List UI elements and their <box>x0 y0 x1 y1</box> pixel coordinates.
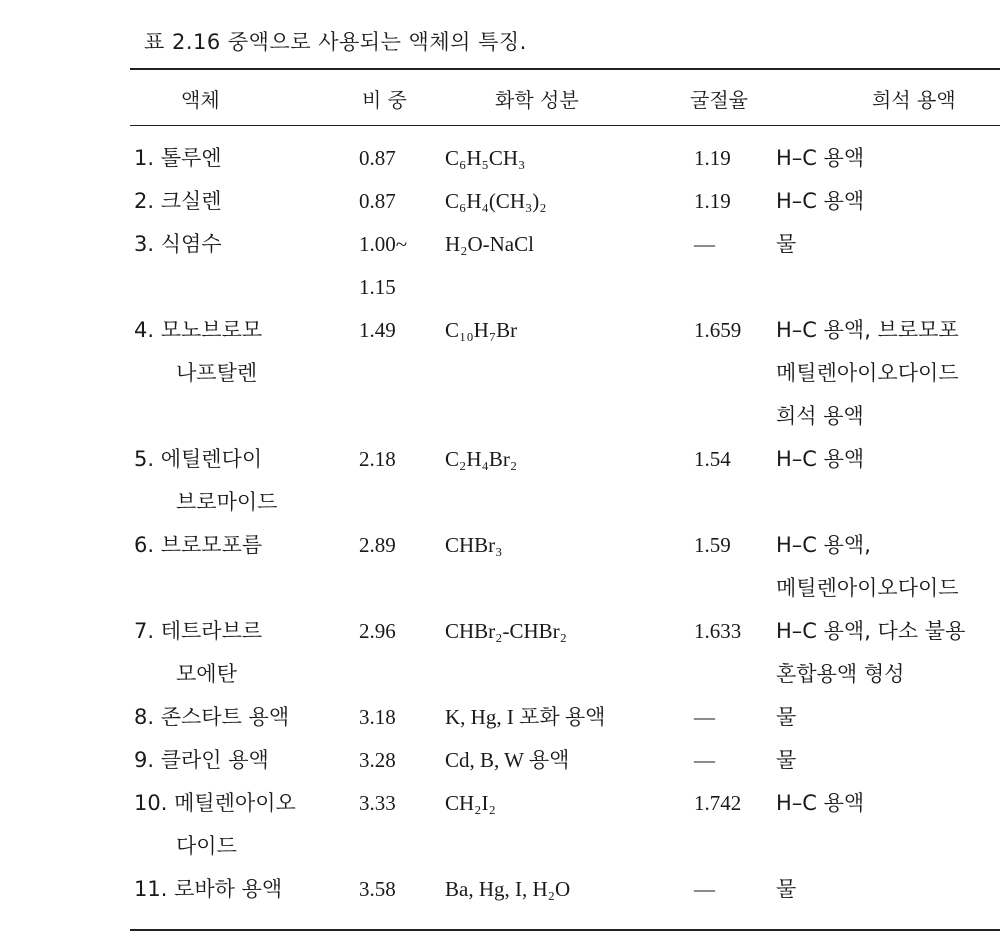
dilution-solution-line: H–C 용액, 브로모포 <box>776 318 959 342</box>
specific-gravity-cell <box>359 438 396 481</box>
header-specific-gravity: 비 중 <box>362 88 407 112</box>
dilution-solution-cell <box>776 782 864 825</box>
liquid-name-cell <box>134 696 289 739</box>
dilution-solution-line: 물 <box>776 705 797 729</box>
chemical-formula-cell <box>445 696 605 739</box>
chemical-formula-cell <box>445 739 569 782</box>
refractive-index-cell <box>694 438 731 481</box>
liquid-name-cell <box>134 223 222 266</box>
dilution-solution-line: 메틸렌아이오다이드 <box>776 361 959 385</box>
liquid-name-line: 5. 에틸렌다이 <box>134 447 263 471</box>
chemical-formula-line: CH₂I₂ <box>445 791 496 815</box>
dilution-solution-line: 물 <box>776 877 797 901</box>
refractive-index-cell <box>694 610 741 653</box>
chemical-formula-line: C₆H₄(CH₃)₂ <box>445 189 547 213</box>
dilution-solution-line: H–C 용액 <box>776 189 865 213</box>
chemical-formula-line: K, Hg, I 포화 용액 <box>445 705 606 729</box>
chemical-formula-line: CHBr₃ <box>445 533 503 557</box>
refractive-index-cell <box>694 696 715 739</box>
specific-gravity-line: 3.18 <box>359 705 396 729</box>
dilution-solution-line: 물 <box>776 748 797 772</box>
refractive-index-cell <box>694 739 715 782</box>
chemical-formula-line: C₂H₄Br₂ <box>445 447 518 471</box>
refractive-index-line: 1.633 <box>694 619 742 643</box>
liquid-name-cell <box>134 868 282 911</box>
liquid-name-line: 10. 메틸렌아이오 <box>134 791 296 815</box>
liquid-name-cell <box>134 309 262 395</box>
liquid-name-line: 브로마이드 <box>176 490 278 514</box>
liquid-name-cell <box>134 137 222 180</box>
chemical-formula-cell <box>445 782 496 825</box>
chemical-formula-cell <box>445 438 517 481</box>
refractive-index-cell <box>694 868 715 911</box>
liquid-name-cell <box>134 438 277 524</box>
specific-gravity-line: 3.33 <box>359 791 396 815</box>
specific-gravity-line: 1.49 <box>359 318 396 342</box>
chemical-formula-cell <box>445 868 570 911</box>
dilution-solution-cell <box>776 610 965 696</box>
dilution-solution-line: H–C 용액 <box>776 447 865 471</box>
refractive-index-line: — <box>694 748 715 772</box>
liquid-name-line: 4. 모노브로모 <box>134 318 263 342</box>
liquid-name-cell <box>134 524 262 567</box>
liquid-name-line: 7. 테트라브르 <box>134 619 263 643</box>
liquid-name-cell <box>134 610 262 696</box>
dilution-solution-cell <box>776 524 959 610</box>
chemical-formula-line: H₂O-NaCl <box>445 232 534 256</box>
liquid-name-cell <box>134 739 269 782</box>
specific-gravity-line: 3.58 <box>359 877 396 901</box>
specific-gravity-line: 1.00~ <box>359 232 408 256</box>
specific-gravity-line: 2.18 <box>359 447 396 471</box>
table-bottom-rule <box>130 929 1000 931</box>
liquid-name-line: 8. 존스타트 용액 <box>134 705 290 729</box>
specific-gravity-cell <box>359 868 396 911</box>
table-top-rule <box>130 68 1000 70</box>
dilution-solution-line: H–C 용액, 다소 불용 <box>776 619 966 643</box>
dilution-solution-cell <box>776 223 796 266</box>
specific-gravity-line: 3.28 <box>359 748 396 772</box>
refractive-index-cell <box>694 782 741 825</box>
chemical-formula-cell <box>445 137 525 180</box>
header-refractive-index: 굴절율 <box>690 88 748 112</box>
refractive-index-line: — <box>694 232 715 256</box>
dilution-solution-line: 혼합용액 형성 <box>776 662 905 686</box>
refractive-index-line: 1.742 <box>694 791 742 815</box>
dilution-solution-cell <box>776 868 796 911</box>
liquid-name-line: 2. 크실렌 <box>134 189 222 213</box>
liquid-name-line: 9. 클라인 용액 <box>134 748 269 772</box>
liquid-name-line: 11. 로바하 용액 <box>134 877 283 901</box>
specific-gravity-line: 2.89 <box>359 533 396 557</box>
specific-gravity-line: 2.96 <box>359 619 396 643</box>
refractive-index-line: 1.19 <box>694 146 731 170</box>
dilution-solution-line: H–C 용액 <box>776 791 865 815</box>
dilution-solution-cell <box>776 739 796 782</box>
dilution-solution-line: 희석 용액 <box>776 404 864 428</box>
dilution-solution-cell <box>776 137 864 180</box>
chemical-formula-cell <box>445 223 534 266</box>
specific-gravity-cell <box>359 696 396 739</box>
liquid-name-line: 다이드 <box>176 834 237 858</box>
specific-gravity-cell <box>359 524 396 567</box>
chemical-formula-line: C₁₀H₇Br <box>445 318 518 342</box>
specific-gravity-cell <box>359 223 407 309</box>
dilution-solution-cell <box>776 438 864 481</box>
specific-gravity-cell <box>359 180 396 223</box>
dilution-solution-cell <box>776 696 796 739</box>
liquid-name-line: 3. 식염수 <box>134 232 222 256</box>
specific-gravity-cell <box>359 137 396 180</box>
dilution-solution-line: 물 <box>776 232 797 256</box>
dilution-solution-line: H–C 용액, <box>776 533 871 557</box>
refractive-index-cell <box>694 309 741 352</box>
dilution-solution-line: H–C 용액 <box>776 146 865 170</box>
refractive-index-cell <box>694 524 731 567</box>
refractive-index-line: 1.59 <box>694 533 731 557</box>
header-liquid: 액체 <box>181 88 220 112</box>
specific-gravity-line: 0.87 <box>359 189 396 213</box>
header-dilution-solution: 희석 용액 <box>872 88 956 112</box>
chemical-formula-line: CHBr₂-CHBr₂ <box>445 619 567 643</box>
refractive-index-line: 1.19 <box>694 189 731 213</box>
header-rule <box>130 125 1000 126</box>
header-chemical-composition: 화학 성분 <box>495 88 579 112</box>
chemical-formula-line: Ba, Hg, I, H₂O <box>445 877 571 901</box>
liquid-name-line: 모에탄 <box>176 662 237 686</box>
refractive-index-cell <box>694 223 715 266</box>
specific-gravity-line: 1.15 <box>359 275 396 299</box>
refractive-index-cell <box>694 137 731 180</box>
dilution-solution-cell <box>776 309 959 438</box>
dilution-solution-cell <box>776 180 864 223</box>
specific-gravity-cell <box>359 610 396 653</box>
liquid-name-line: 1. 톨루엔 <box>134 146 222 170</box>
liquid-name-cell <box>134 180 222 223</box>
specific-gravity-line: 0.87 <box>359 146 396 170</box>
chemical-formula-line: C₆H₅CH₃ <box>445 146 526 170</box>
liquid-name-line: 6. 브로모포름 <box>134 533 263 557</box>
specific-gravity-cell <box>359 309 396 352</box>
table-caption: 표 2.16 중액으로 사용되는 액체의 특징. <box>144 30 527 54</box>
chemical-formula-cell <box>445 524 503 567</box>
refractive-index-line: — <box>694 705 715 729</box>
liquid-name-line: 나프탈렌 <box>176 361 258 385</box>
chemical-formula-cell <box>445 610 567 653</box>
chemical-formula-cell <box>445 180 547 223</box>
chemical-formula-cell <box>445 309 517 352</box>
chemical-formula-line: Cd, B, W 용액 <box>445 748 570 772</box>
refractive-index-line: 1.54 <box>694 447 731 471</box>
liquid-name-cell <box>134 782 296 868</box>
dilution-solution-line: 메틸렌아이오다이드 <box>776 576 959 600</box>
specific-gravity-cell <box>359 782 396 825</box>
refractive-index-line: 1.659 <box>694 318 742 342</box>
specific-gravity-cell <box>359 739 396 782</box>
refractive-index-line: — <box>694 877 715 901</box>
refractive-index-cell <box>694 180 731 223</box>
